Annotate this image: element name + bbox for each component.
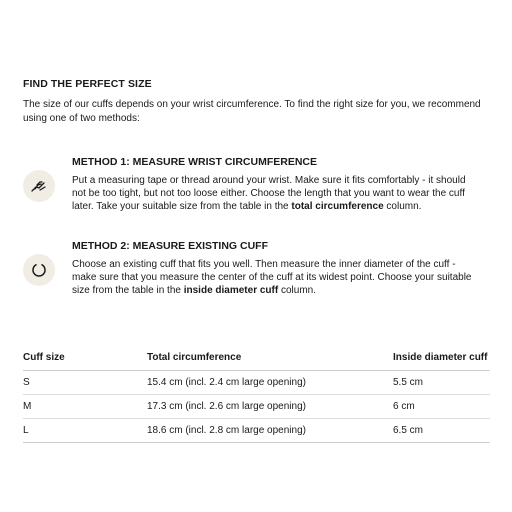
hand-measuring-icon bbox=[23, 170, 55, 202]
table-header-row bbox=[23, 350, 490, 371]
table-row bbox=[23, 395, 490, 419]
cell-diameter: 6.5 cm bbox=[393, 419, 490, 443]
intro-text: The size of our cuffs depends on your wrist circumference. To find the right size for you, we recommend using one of two methods: bbox=[23, 99, 481, 124]
cell-circumference: 17.3 cm (incl. 2.6 cm large opening) bbox=[147, 395, 393, 419]
column-header-total-circumference: Total circumference bbox=[147, 350, 393, 371]
cell-size: S bbox=[23, 371, 147, 395]
method-1-text-bold: total circumference bbox=[291, 201, 384, 212]
table-row bbox=[23, 419, 490, 443]
size-table bbox=[23, 350, 490, 443]
method-1-text-after: column. bbox=[383, 201, 422, 212]
method-2-text-after: column. bbox=[278, 285, 316, 296]
method-2-text-before: Choose an existing cuff that fits you well. Then measure the inner diameter of the cuff - make sure that you measure the center of the cuff at its widest point. Choose your suitable size from the table in the bbox=[72, 259, 472, 296]
cell-diameter: 6 cm bbox=[393, 395, 490, 419]
cell-size: L bbox=[23, 419, 147, 443]
method-2-text-bold: inside diameter cuff bbox=[183, 285, 279, 296]
method-1-title: METHOD 1: MEASURE WRIST CIRCUMFERENCE bbox=[72, 156, 318, 168]
open-cuff-icon bbox=[23, 254, 55, 286]
cell-size: M bbox=[23, 395, 147, 419]
column-header-inside-diameter: Inside diameter cuff bbox=[393, 350, 490, 371]
cell-circumference: 15.4 cm (incl. 2.4 cm large opening) bbox=[147, 371, 393, 395]
cell-circumference: 18.6 cm (incl. 2.8 cm large opening) bbox=[147, 419, 393, 443]
method-1-text bbox=[72, 174, 482, 213]
table-row bbox=[23, 371, 490, 395]
column-header-cuff-size: Cuff size bbox=[23, 350, 147, 371]
cell-diameter: 5.5 cm bbox=[393, 371, 490, 395]
method-2-title: METHOD 2: MEASURE EXISTING CUFF bbox=[72, 240, 269, 252]
page-title: FIND THE PERFECT SIZE bbox=[23, 78, 152, 90]
method-1-text-before: Put a measuring tape or thread around your wrist. Make sure it fits comfortably - it should not be too tight, but not too loose either. Choose the length that you want to wear the cuff later. Take your suitable size from the table in the bbox=[72, 175, 466, 212]
method-2-text bbox=[72, 258, 482, 297]
